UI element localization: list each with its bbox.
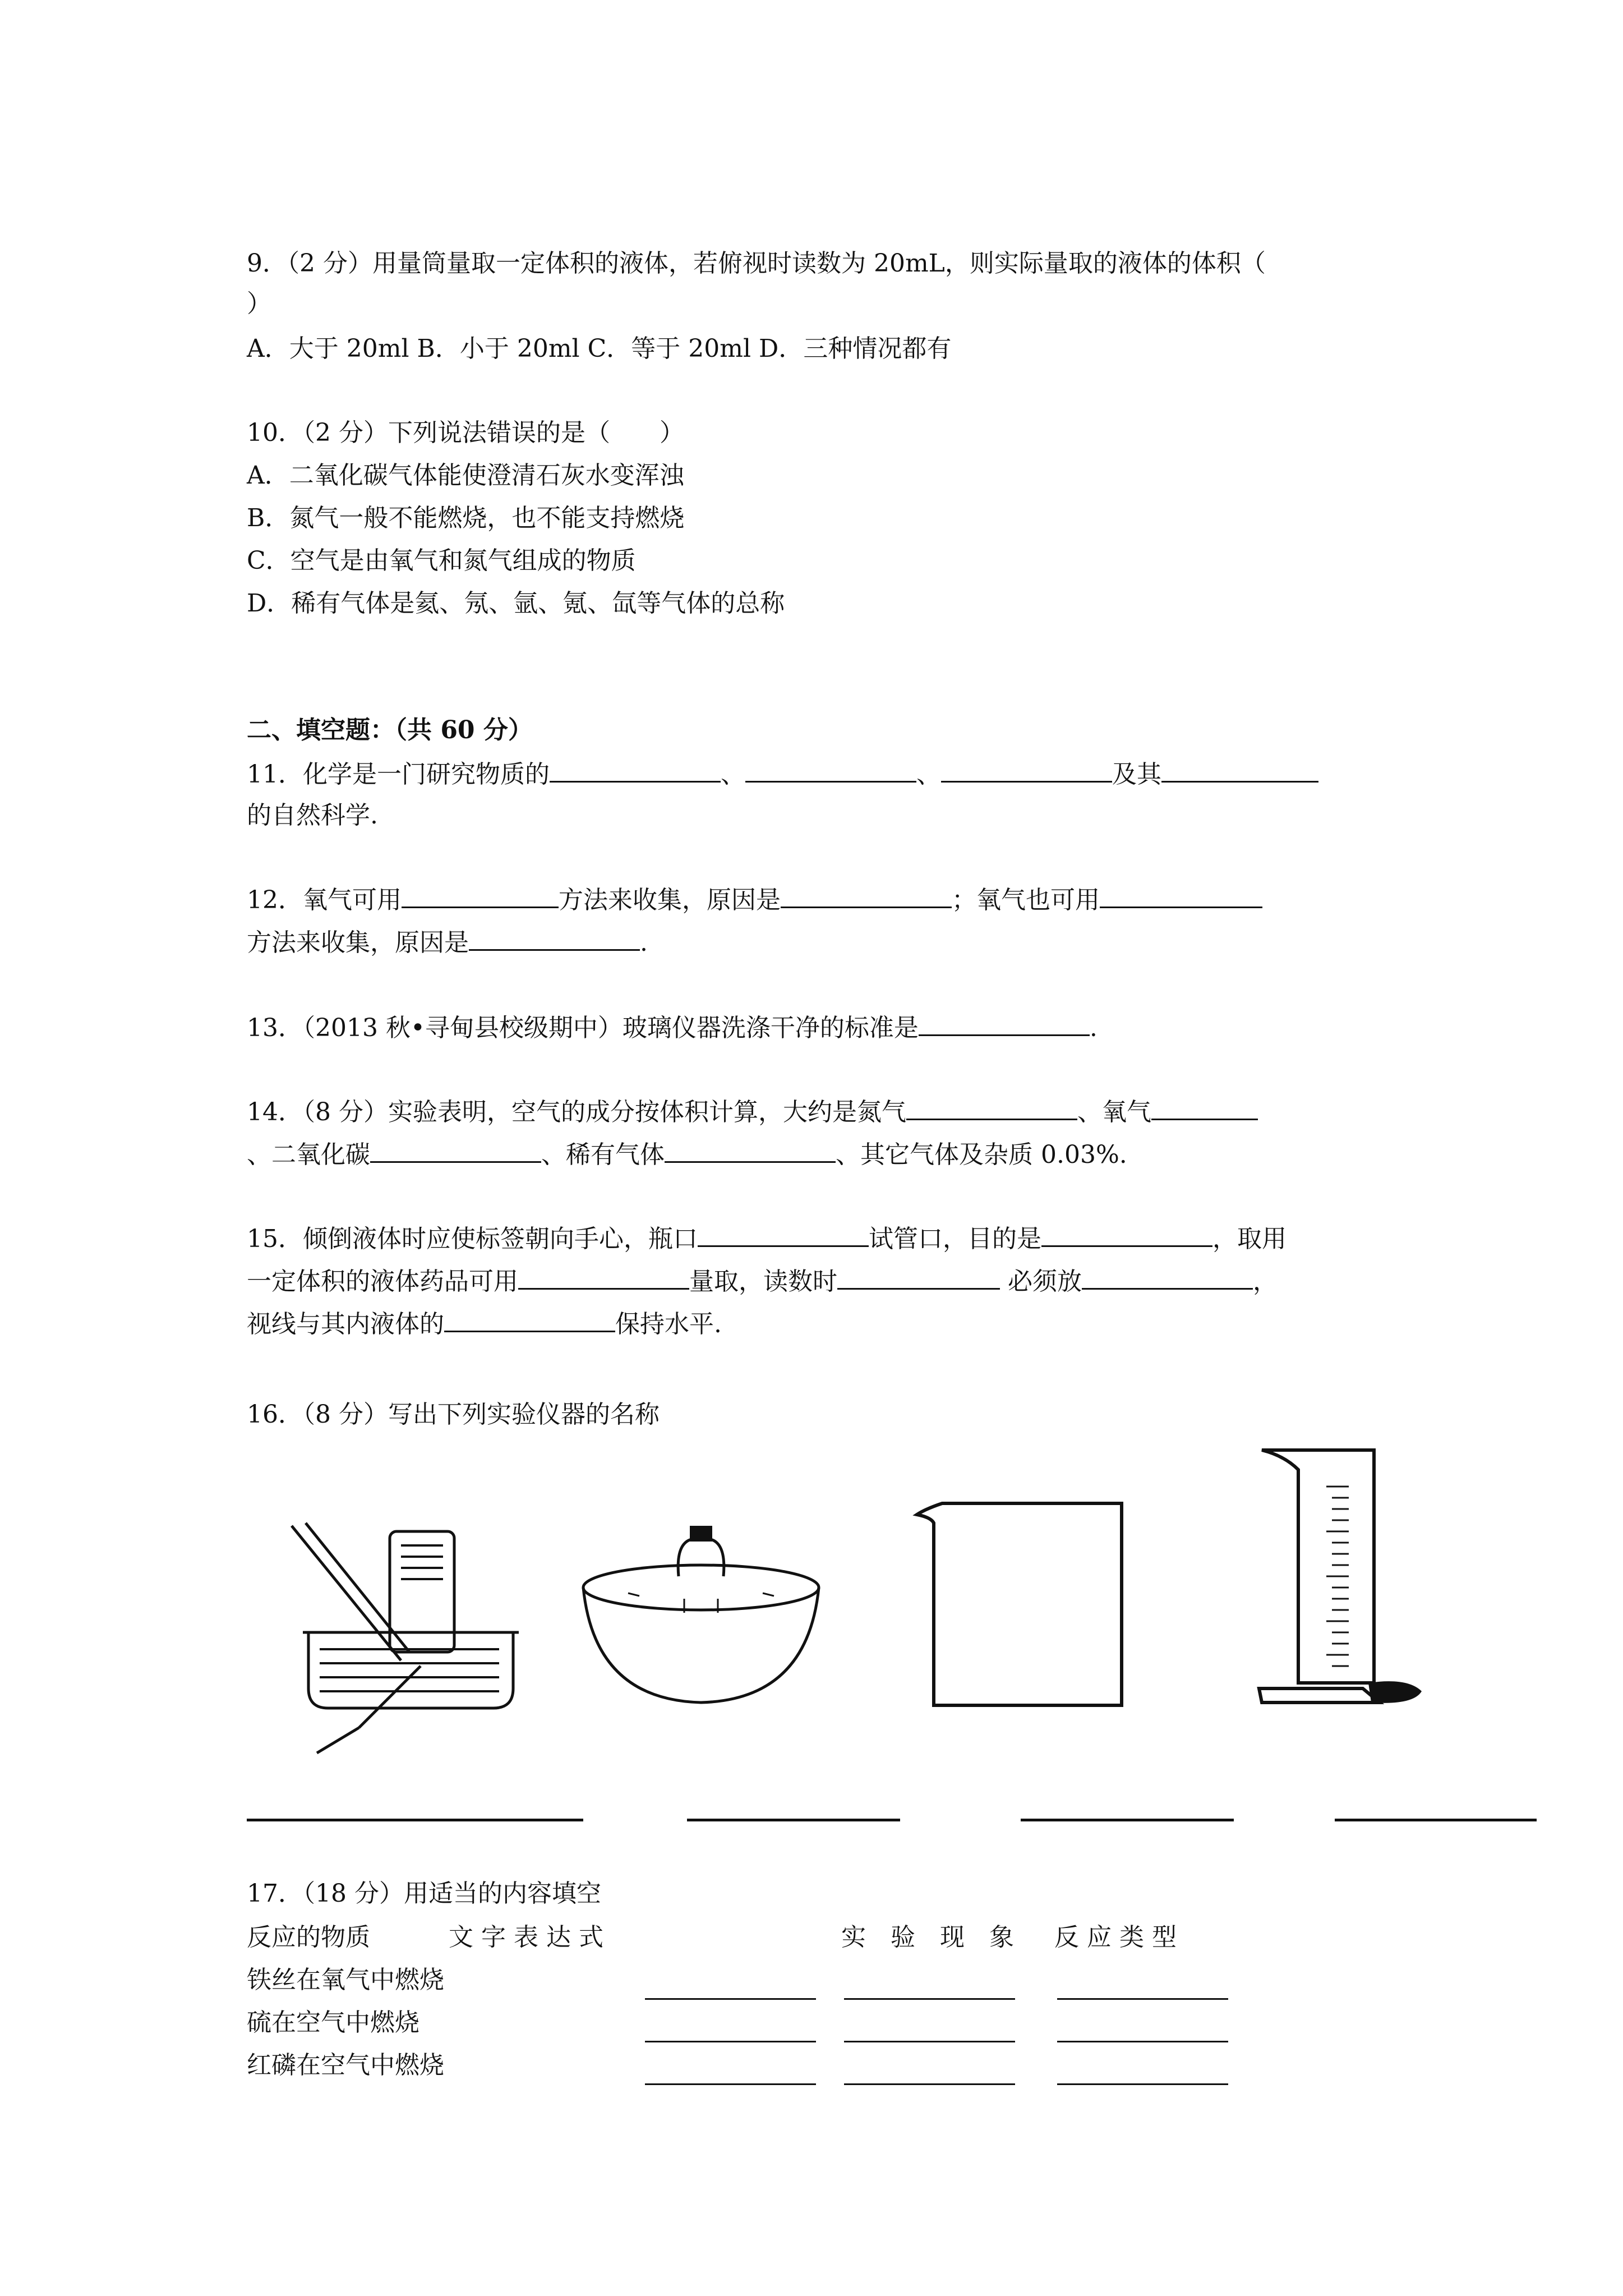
answer-blank[interactable] [469, 924, 640, 951]
q10-option-d: D．稀有气体是氦、氖、氩、氪、氙等气体的总称 [247, 589, 785, 618]
answer-blank[interactable] [698, 1221, 869, 1247]
table-header-substance: 反应的物质 [247, 1923, 370, 1952]
q10-option-b: B．氮气一般不能燃烧，也不能支持燃烧 [247, 504, 685, 532]
answer-blank[interactable] [1100, 882, 1262, 908]
table-header-reaction-type: 反 应 类 型 [1054, 1923, 1177, 1952]
q13-text-1: 13．（2013 秋•寻甸县校级期中）玻璃仪器洗涤干净的标准是 [247, 1014, 919, 1042]
q15-text-1: 15．倾倒液体时应使标签朝向手心，瓶口 [247, 1225, 698, 1253]
answer-blank[interactable] [402, 882, 559, 908]
q14-text-4: 、稀有气体 [541, 1140, 665, 1169]
answer-blank[interactable] [645, 2041, 816, 2042]
answer-blank[interactable] [444, 1306, 615, 1332]
q15-text-3: ，取用 [1212, 1225, 1287, 1253]
answer-blank[interactable] [1151, 1094, 1258, 1120]
answer-blank[interactable] [550, 756, 721, 783]
q15-text-4: 一定体积的液体药品可用 [247, 1267, 518, 1296]
q11-line2: 的自然科学. [247, 801, 378, 830]
q15-text-9: 保持水平. [615, 1310, 722, 1338]
q11-sep-2: 、 [916, 760, 941, 789]
instrument-name-blank[interactable] [247, 1819, 583, 1821]
answer-blank[interactable] [844, 1998, 1015, 2000]
q14-text-2: 、氧气 [1077, 1098, 1151, 1126]
q15-line3 [247, 1306, 722, 1341]
q14-line2 [247, 1137, 1127, 1172]
instrument-name-blank[interactable] [687, 1819, 900, 1821]
table-row-label: 铁丝在氧气中燃烧 [247, 1966, 444, 1994]
q15-text-8: 视线与其内液体的 [247, 1310, 444, 1338]
answer-blank[interactable] [645, 1998, 816, 2000]
answer-blank[interactable] [665, 1137, 836, 1163]
q12-text-4: 方法来收集，原因是 [247, 928, 469, 957]
q14-line1 [247, 1094, 1258, 1129]
q11-text-2: 及其 [1112, 760, 1161, 789]
q13-text-2: . [1089, 1014, 1098, 1042]
answer-blank[interactable] [645, 2083, 816, 2085]
q9-stem-line2: ） [247, 289, 271, 318]
q12-text-5: . [640, 928, 648, 957]
q12-line2 [247, 924, 648, 960]
answer-blank[interactable] [745, 756, 916, 783]
q15-text-5: 量取，读数时 [689, 1267, 837, 1296]
answer-blank[interactable] [1057, 2083, 1228, 2085]
q15-line2 [247, 1263, 1278, 1299]
q14-text-3: 、二氧化碳 [247, 1140, 370, 1169]
q10-option-c: C．空气是由氧气和氮气组成的物质 [247, 546, 636, 575]
answer-blank[interactable] [941, 756, 1112, 783]
answer-blank[interactable] [781, 882, 952, 908]
q13-line [247, 1010, 1098, 1045]
q11-text-1: 11．化学是一门研究物质的 [247, 760, 550, 789]
answer-blank[interactable] [1161, 756, 1318, 783]
answer-blank[interactable] [837, 1263, 1000, 1290]
q15-text-2: 试管口，目的是 [869, 1225, 1041, 1253]
q11-sep-1: 、 [721, 760, 745, 789]
q15-text-6: 必须放 [1000, 1267, 1082, 1296]
q10-option-a: A．二氧化碳气体能使澄清石灰水变浑浊 [247, 461, 684, 490]
table-row-label: 硫在空气中燃烧 [247, 2008, 419, 2037]
q15-text-7: ， [1253, 1267, 1278, 1296]
q12-text-1: 12．氧气可用 [247, 886, 402, 914]
beaker-icon [909, 1492, 1133, 1717]
q9-stem-line1: 9．（2 分）用量筒量取一定体积的液体，若俯视时读数为 20mL，则实际量取的液体的体积（ [247, 249, 1266, 278]
instrument-name-blank[interactable] [1335, 1819, 1537, 1821]
q15-line1 [247, 1221, 1287, 1256]
q10-stem: 10．（2 分）下列说法错误的是（ ） [247, 418, 684, 447]
instrument-name-blank[interactable] [1021, 1819, 1234, 1821]
evaporating-dish-icon [572, 1515, 830, 1728]
q12-text-2: 方法来收集，原因是 [559, 886, 781, 914]
q16-stem: 16．（8 分）写出下列实验仪器的名称 [247, 1400, 660, 1429]
q9-options: A．大于 20ml B．小于 20ml C．等于 20ml D．三种情况都有 [247, 334, 952, 363]
answer-blank[interactable] [844, 2083, 1015, 2085]
table-row-label: 红磷在空气中燃烧 [247, 2051, 444, 2079]
q12-line1 [247, 882, 1262, 917]
answer-blank[interactable] [370, 1137, 541, 1163]
answer-blank[interactable] [1082, 1263, 1253, 1290]
answer-blank[interactable] [844, 2041, 1015, 2042]
answer-blank[interactable] [1057, 1998, 1228, 2000]
answer-blank[interactable] [906, 1094, 1077, 1120]
section-title: 二、填空题：（共 60 分） [247, 716, 533, 744]
answer-blank[interactable] [919, 1010, 1090, 1036]
q14-text-1: 14．（8 分）实验表明，空气的成分按体积计算，大约是氮气 [247, 1098, 906, 1126]
q11-line1 [247, 756, 1318, 792]
table-header-phenomenon: 实 验 现 象 [841, 1923, 1014, 1952]
answer-blank[interactable] [518, 1263, 689, 1290]
graduated-cylinder-icon [1251, 1436, 1436, 1722]
answer-blank[interactable] [1057, 2041, 1228, 2042]
answer-blank[interactable] [1041, 1221, 1212, 1247]
q12-text-3: ；氧气也可用 [952, 886, 1100, 914]
water-bath-apparatus-icon [275, 1515, 527, 1767]
q17-stem: 17．（18 分）用适当的内容填空 [247, 1879, 601, 1908]
table-header-equation: 文 字 表 达 式 [449, 1923, 603, 1952]
q14-text-5: 、其它气体及杂质 0.03%. [836, 1140, 1127, 1169]
